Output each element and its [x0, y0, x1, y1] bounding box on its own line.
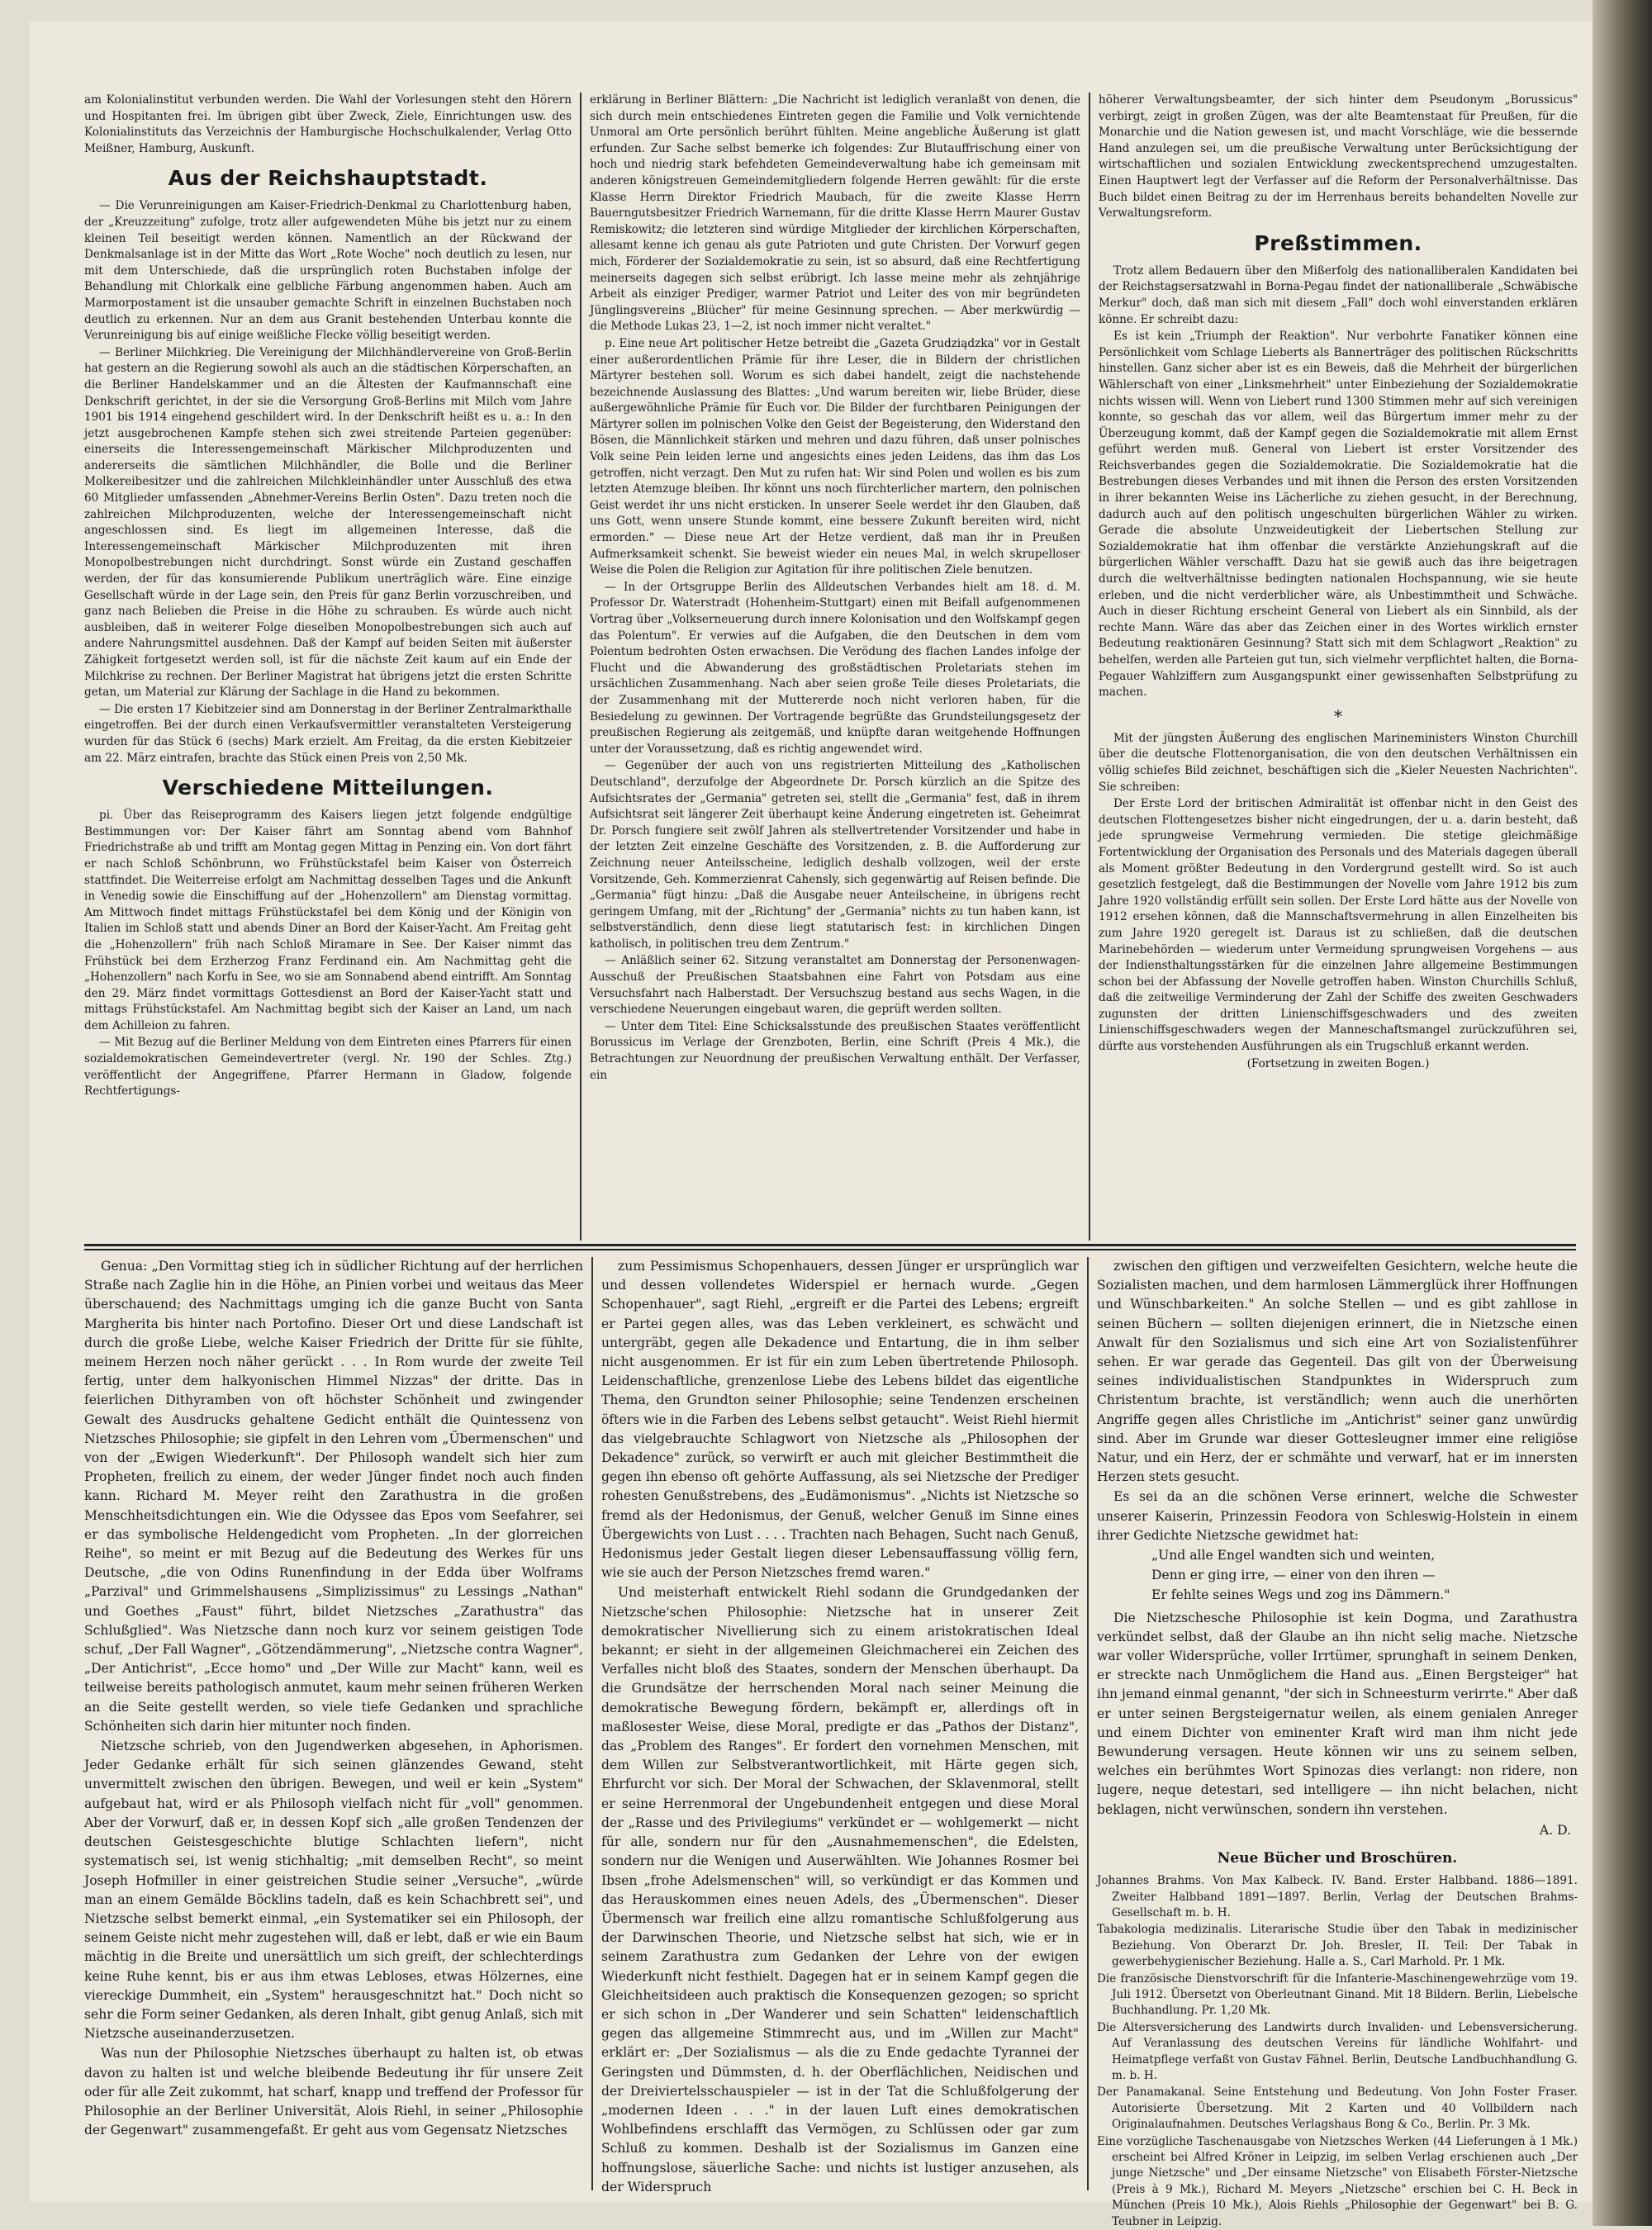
press-quote-merkur: Es ist kein „Triumph der Reaktion". Nur verbohrte Fanatiker können eine Persönlichkeit vom Schlage Lieberts als Bannerträger des politischen Rückschritts hinstellen. Ganz sicher aber ist es ein Beweis, daß die Mehrheit der bürgerlichen Wählerschaft von einer „Linksmehrheit" unter Einbeziehung der Sozialdemokratie nichts wissen will. Wenn von Liebert rund 1300 Stimmen mehr auf sich vereinigen konnte, so geschah das vor allem, weil das Bürgertum immer mehr zu der Überzeugung kommt, daß der Kampf gegen die Sozialdemokratie mit allem Ernst geführt werden muß. General von Liebert ist erster Vorsitzender des Reichsverbandes gegen die Sozialdemokratie. Die Sozialdemokratie hat die Bestrebungen dieses Verbandes und mit ihnen die Person des ersten Vorsitzenden in ihrer bekannten Weise ins Lächerliche zu ziehen gesucht, in der Berechnung, dadurch auch auf den politisch ungeschulten bürgerlichen Wähler zu wirken. Gerade die absolute Unzweideutigkeit der Liebertschen Stellung zur Sozialdemokratie hat ihm offenbar die verstärkte Anziehungskraft auf die bürgerlichen Wähler verschafft. Dazu hat sie gewiß auch das ihre beigetragen durch die weltverhältnisse bedingten nationalen Hochspannung, wie sie heute erleben, und die nicht verderblicher wäre, als Unbestimmtheit und Schwäche. Auch in dieser Richtung erscheint General von Liebert als ein Sinnbild, als der rechte Mann. Wäre das aber das Zeichen einer in des Wortes wirklich ernster Bedeutung reaktionären Gesinnung? Statt sich mit dem Schlagwort „Reaktion" zu behelfen, werden alle Parteien gut tun, sich vielmehr verpflichtet halten, die Borna-Pegauer Wahlziffern zum Ausgangspunkt einer gewissenhaften Selbstprüfung zu machen.: [1099, 330, 1578, 700]
feuilleton-divider-rule: [84, 1244, 1576, 1246]
article-denkmal: — Die Verunreinigungen am Kaiser-Friedrich-Denkmal zu Charlottenburg haben, der „Kreuzzeitung" zufolge, trotz aller aufgewendeten Mühe bis jetzt nur zu einem kleinen Teil beseitigt werden können. Namentlich an der Rückwand der Denkmalsanlage ist in der Mitte das Wort „Rote Woche" noch deutlich zu lesen, nur mit dem Unterschiede, daß die ursprünglich roten Buchstaben infolge der Behandlung mit Chlorkalk eine gelbliche Färbung angenommen haben. Auch am Marmorpostament ist die unsauber gemachte Schrift in einzelnen Buchstaben noch deutlich zu erkennen. Nur an dem aus Granit bestehenden Unterbau konnte die Verunreinigung bis auf einige weißliche Flecke völlig beseitigt werden.: [84, 199, 572, 343]
upper-column-3: [1099, 93, 1578, 1239]
article-reiseprogramm: pi. Über das Reiseprogramm des Kaisers liegen jetzt folgende endgültige Bestimmungen vor: Der Kaiser fährt am Sonntag abend vom Bahnhof Friedrichstraße ab und trifft am Montag gegen Mittag in Penzing ein. Von dort fährt er nach Schloß Schönbrunn, wo Frühstückstafel beim Kaiser von Österreich stattfindet. Die Weiterreise erfolgt am Nachmittag desselben Tages und die Ankunft in Venedig sowie die Einschiffung auf der „Hohenzollern" am Dienstag vormittag. Am Mittwoch findet mittags Frühstückstafel bei dem König und der Königin von Italien im Schloß statt und abends Diner an Bord der Kaiser-Yacht. Am Freitag geht die „Hohenzollern" früh nach Schloß Miramare in See. Der Kaiser nimmt das Frühstück bei dem Erzherzog Franz Ferdinand ein. Am Nachmittag geht die „Hohenzollern" nach Korfu in See, wo sie am Sonnabend abend eintrifft. Am Sonntag den 29. März findet vormittags Gottesdienst an Bord der Kaiser-Yacht statt und mittags Frühstückstafel. Am Nachmittag begibt sich der Kaiser an Land, um nach dem Achilleion zu fahren.: [84, 809, 572, 1032]
section-heading-mitteilungen: Verschiedene Mitteilungen.: [162, 776, 494, 800]
book-entry-altersversicherung: Die Altersversicherung des Landwirts durch Invaliden- und Lebensversicherung. Auf Veranlassung des deutschen Vereins für ländliche Wohlfahrt- und Heimatpflege verfaßt von Gustav Fähnel. Berlin, Deutsche Landbuchhandlung G. m. b. H.: [1097, 2020, 1578, 2082]
lower-column-1: [84, 1257, 583, 2189]
column-divider: [591, 1257, 593, 2190]
column-divider: [1087, 1257, 1089, 2190]
lower-column-2: [601, 1257, 1079, 2194]
feuilleton-conclusion: Die Nietzschesche Philosophie ist kein Dogma, und Zarathustra verkündet selbst, daß der Glaube an ihn nicht selig mache. Nietzsche war voller Widersprüche, voller Irrtümer, sprunghaft in seinem Denken, er streckte nach Unmöglichem die Hand aus. „Einen Bergsteiger" hat ihn jemand einmal genannt, "der sich in Schneesturm verirrte." Aber daß er unter seinen Bergsteigernatur weilen, als einem genialen Anreger und einem Dichter von eminenter Kraft wird man ihm nicht jede Bewunderung versagen. Heute können wir uns zu seinem selben, welches ein berühmtes Wort Spinozas dies verlangt: non ridere, non lugere, neque detestari, sed intelligere — ihn nicht belachen, nicht beklagen, nicht verwünschen, sondern ihn verstehen.: [1097, 1610, 1578, 1817]
press-churchill-quote: Der Erste Lord der britischen Admiralität ist offenbar nicht in den Geist des deutschen Flottengesetzes bisher nicht eingedrungen, der u. a. darin besteht, daß jede sprungweise Vermehrung vermieden. Die stetige gleichmäßige Fortentwicklung der Organisation des Personals und des Materials dagegen überall als Moment größter Bedeutung in den Vordergrund gestellt wird. So ist auch gesetzlich festgelegt, daß die Bestimmungen der Novelle vom Jahre 1912 bis zum Jahre 1920 vollständig erfüllt sein sollen. Der Erste Lord hätte aus der Novelle von 1912 ersehen können, daß die Mannschaftsvermehrung in allen Einzelheiten bis zum Jahre 1920 geregelt ist. Daraus ist zu schließen, daß die deutschen Marinebehörden — wiederum unter Vermeidung sprungweisen Vorgehens — aus der Indiensthaltungsstärken für die einzelnen Jahre allgemeine Bestimmungen schon bei der Abfassung der Novelle getroffen haben. Winston Churchills Schluß, daß die zeitweilige Verminderung der Zahl der Schiffe des zweiten Geschwaders zugunsten der dritten Linienschiffsgeschwaders und des zweiten Linienschiffsgeschwaders wegen der Manneschaftsmangel zurückzuführen sei, dürfte aus vorstehenden Ausführungen als ein Trugschluß erkannt werden.: [1099, 797, 1578, 1054]
column-divider: [580, 93, 582, 1241]
section-separator-star: *: [1334, 705, 1342, 726]
feuilleton-sozialisten: zwischen den giftigen und verzweifelten Gesichtern, welche heute die Sozialisten machen, und dem harmlosen Lämmerglück ihrer Hoffnungen und Wünschbarkeiten." An solche Stellen — und es gibt zahllose in seinen Büchern — sollten diejenigen erinnert, die in Nietzsche einen Anwalt für den Sozialismus und sich eine Art von Sozialistenführer sehen. Er war gerade das Gegenteil. Das gilt von der Überweisung seines individualistischen Standpunktes in Widerspruch zum Christentum brachte, ist verständlich; wenn auch die unerhörten Angriffe gegen alles Christliche im „Antichrist" seiner ganz unwürdig sind. Aber im Grunde war dieser Gottesleugner immer eine religiöse Natur, und ein Herz, der er schmähte und verwarf, hat er im innersten Herzen stets gesucht.: [1097, 1259, 1578, 1485]
upper-column-1: [84, 93, 572, 1239]
feuilleton-schopenhauer: zum Pessimismus Schopenhauers, dessen Jünger er ursprünglich war und dessen vollendetes Widerspiel er hernach wurde. „Gegen Schopenhauer", sagt Riehl, „ergreift er die Partei des Lebens; ergreift er Partei gegen alles, was das Leben verkleinert, es schwächt und untergräbt, gegen alle Dekadence und Entartung, die in ihm selber nicht ausgenommen. Er ist für ein zum Leben übertretende Philosoph. Leidenschaftliche, grenzenlose Liebe des Lebens bildet das eigentliche Thema, den Grundton seiner Philosophie; seine Tendenzen erscheinen öfters wie in die Farben des Lebens selbst getaucht". Weist Riehl hiermit das vielgebrauchte Schlagwort von Nietzsche als „Philosophen der Dekadence" zurück, so verwirft er auch mit gleicher Bestimmtheit die gegen ihn ebenso oft gehörte Auffassung, als sei Nietzsche der Prediger rohesten Genußstrebens, des „Eudämonismus". „Nichts ist Nietzsche so fremd als der Hedonismus, der Genuß, welcher Genuß im Sinne eines Übergewichts von Lust . . . . Trachten nach Behagen, Sucht nach Genuß, Hedonismus jeder Gestalt liegen dieser Lebensauffassung völlig fern, wie sie auch der Person Nietzsches fremd waren.": [601, 1259, 1079, 1581]
poem-line-3: Er fehlte seines Wegs und zog ins Dämmern.": [1151, 1587, 1450, 1603]
feuilleton-zarathustra: Genua: „Den Vormittag stieg ich in südlicher Richtung auf der herrlichen Straße nach Zaglie hin in die Höhe, an Pinien vorbei und weitaus das Meer überschauend; des Nachmittags umging ich die ganze Bucht von Santa Margherita bis hinter nach Portofino. Dieser Ort und diese Landschaft ist durch die große Liebe, welche Kaiser Friedrich der Dritte für sie fühlte, meinem Herzen noch näher gerückt . . . In Rom wurde der zweite Teil fertig, unter dem halkyonischen Himmel Nizzas" der dritte. Das in feierlichen Dithyramben von oft höchster Schönheit und zwingender Gewalt des Ausdrucks gehaltene Gedicht enthält die Quintessenz von Nietzsches Philosophie; sie gipfelt in den Lehren vom „Übermenschen" und von der „Ewigen Wiederkunft". Der Philosoph wandelt sich hier zum Propheten, freilich zu einem, der weder Jünger findet noch auch finden kann. Richard M. Meyer reiht den Zarathustra in die großen Menschheitsdichtungen ein. Wie die Odyssee das Epos vom Seefahrer, sei er das symbolische Heldengedicht vom Propheten. „In der glorreichen Reihe", so meint er mit Bezug auf die Bedeutung des Werkes für uns Deutsche, „die von Odins Runenfindung in der Edda über Wolframs „Parzival" und Grimmelshausens „Simplizissimus" zu Lessings „Nathan" und Goethes „Faust" führt, bildet Nietzsches „Zarathustra" das Schlußglied". Was Nietzsche dann noch kurz vor seinem geistigen Tode schuf, „Der Fall Wagner", „Götzendämmerung", „Nietzsche contra Wagner", „Der Antichrist", „Ecce homo" und „Der Wille zur Macht" kann, weil es teilweise bereits pathologisch anmutet, kaum mehr seinen früheren Werken an die Seite gestellt werden, so viele tiefe Gedanken und sprachliche Schönheiten sich darin hier mitunter noch finden.: [84, 1259, 583, 1734]
intro-paragraph: am Kolonialinstitut verbunden werden. Die Wahl der Vorlesungen steht den Hörern und Hospitanten frei. Im übrigen gibt über Zweck, Ziele, Einrichtungen usw. des Kolonialinstituts das Verzeichnis der Hamburgische Hochschulkalender, Verlag Otto Meißner, Hamburg, Auskunft.: [84, 93, 572, 155]
book-entry-panamakanal: Der Panamakanal. Seine Entstehung und Bedeutung. Von John Foster Fraser. Autorisierte Übersetzung. Mit 2 Karten und 40 Vollbildern nach Originalaufnahmen. Deutsches Verlagshaus Bong & Co., Berlin. Pr. 3 Mk.: [1097, 2085, 1578, 2132]
article-germania: — Gegenüber der auch von uns registrierten Mitteilung des „Katholischen Deutschland", derzufolge der Abgeordnete Dr. Porsch kürzlich an die Spitze des Aufsichtsrates der „Germania" getreten sei, stellt die „Germania" fest, daß in ihrem Aufsichtsrat seit längerer Zeit überhaupt keine Änderung eingetreten ist. Geheimrat Dr. Porsch fungiere seit zwölf Jahren als stellvertretender Vorsitzender und habe in der letzten Zeit einzelne Geschäfte des Vorsitzenden, z. B. die Aufforderung zur Zeichnung neuer Anteilsscheine, lediglich deshalb vollzogen, weil der erste Vorsitzende, Geh. Kommerzienrat Cahensly, sich gegenwärtig auf Reisen befinde. Die „Germania" fügt hinzu: „Daß die Ausgabe neuer Anteilscheine, in übrigens recht geringem Umfang, mit der „Richtung" der „Germania" nichts zu tun haben kann, ist selbstverständlich, denn diese liegt statutarisch fest: in kirchlichen Dingen katholisch, in politischen treu dem Zentrum.": [590, 759, 1080, 951]
article-personenwagen: — Anläßlich seiner 62. Sitzung veranstaltet am Donnerstag der Personenwagen-Ausschuß der Preußischen Staatsbahnen eine Fahrt von Potsdam aus eine Versuchsfahrt nach Halberstadt. Der Versuchszug bestand aus sechs Wagen, in die verschiedene Neuerungen eingebaut waren, die geprüft werden sollten.: [590, 954, 1080, 1017]
article-pfarrer-continued: erklärung in Berliner Blättern: „Die Nachricht ist lediglich veranlaßt von denen, die sich durch mein entschiedenes Eintreten gegen die Familie und Volk vernichtende Unmoral am Orte persönlich berührt fühlten. Meine angebliche Äußerung ist glatt erfunden. Zur Sache selbst bemerke ich folgendes: Zur Blutauffrischung einer von hoch und niedrig stark befehdeten Gemeindeverwaltung habe ich gemeinsam mit anderen königstreuen Gemeindemitgliedern folgende Herren gewählt: für die erste Klasse Herrn Direktor Friedrich Maubach, für die zweite Klasse Herrn Bauerngutsbesitzer Friedrich Warnemann, für die dritte Klasse Herrn Maurer Gustav Remiskowitz; die letzteren sind würdige Mitglieder der kirchlichen Körperschaften, allesamt kenne ich genau als gute Patrioten und gute Christen. Der Vorwurf gegen mich, Förderer der Sozialdemokratie zu sein, ist so absurd, daß eine Rechtfertigung meinerseits dagegen sich selbst erübrigt. Ich lasse meine mehr als zehnjährige Arbeit als einziger Prediger, warmer Patriot und Leiter des von mir begründeten Jünglingsvereins „Blücher" für meine Gesinnung sprechen. — Aber merkwürdig — die Methode Lukas 23, 1—2, ist noch immer nicht veraltet.": [590, 93, 1080, 334]
lower-column-3: [1097, 1257, 1578, 2228]
section-heading-pressstimmen: Preßstimmen.: [1254, 230, 1422, 255]
book-entry-brahms: Johannes Brahms. Von Max Kalbeck. IV. Band. Erster Halbband. 1886—1891. Zweiter Halbband 1891—1897. Berlin, Verlag der Deutschen Brahms-Gesellschaft m. b. H.: [1097, 1874, 1578, 1919]
article-milchkrieg: — Berliner Milchkrieg. Die Vereinigung der Milchhändlervereine von Groß-Berlin hat gestern an die Regierung sowohl als auch an die städtischen Körperschaften, an die Berliner Handelskammer und an die Ältesten der Kaufmannschaft eine Denkschrift gerichtet, in der sie die Versorgung Groß-Berlins mit Milch vom Jahre 1901 bis 1914 eingehend geschildert wird. In der Denkschrift heißt es u. a.: In den jetzt ausgebrochenen Kampfe stehen sich zwei streitende Parteien gegenüber: einerseits die Interessengemeinschaft Märkischer Milchproduzenten und andererseits die sämtlichen Milchhändler, die Bolle und die Berliner Molkereibesitzer und die zahlreichen Milchkleinhändler unter Ausschluß des etwa 60 Mitglieder umfassenden „Abnehmer-Vereins Berlin Osten". Dazu treten noch die zahlreichen Milchproduzenten, welche der Interessengemeinschaft nicht angeschlossen sind. Es liegt im allgemeinen Interesse, daß die Interessengemeinschaft Märkischer Milchproduzenten mit ihren Monopolbestrebungen nicht durchdringt. Sonst würde ein Zustand geschaffen werden, der für das konsumierende Publikum unerträglich wäre. Eine einzige Gesellschaft würde in der Lage sein, den Preis für ganz Berlin vorzuschreiben, und ganz nach Belieben die Preise in die Höhe zu schrauben. Es würde auch nicht ausbleiben, daß in weiterer Folge dieselben Monopolbestrebungen sich auch auf andere Nahrungsmittel ausdehnen. Daß der Kampf auf beiden Seiten mit äußerster Zähigkeit fortgesetzt werden soll, ist für die nächste Zeit kaum auf ein Ende der Milchkrise zu rechnen. Der Berliner Magistrat hat übrigens jetzt die ersten Schritte getan, um Material zur Klärung der Sachlage in die Hand zu bekommen.: [84, 345, 572, 700]
column-divider: [1089, 93, 1090, 1241]
upper-column-2: [590, 93, 1080, 1239]
continuation-note: (Fortsetzung in zweiten Bogen.): [1246, 1056, 1430, 1070]
article-pfarrer: — Mit Bezug auf die Berliner Meldung von dem Eintreten eines Pfarrers für einen sozialdemokratischen Gemeindevertreter (vergl. Nr. 190 der Schles. Ztg.) veröffentlicht der Angegriffene, Pfarrer Hermann in Gladow, folgende Rechtfertigungs-: [84, 1036, 572, 1098]
feuilleton-verse-intro: Es sei da an die schönen Verse erinnert, welche die Schwester unserer Kaiserin, Prinzessin Feodora von Schleswig-Holstein in einem ihrer Gedichte Nietzsche gewidmet hat:: [1097, 1489, 1578, 1543]
feuilleton-riehl-intro: Was nun der Philosophie Nietzsches überhaupt zu halten ist, ob etwas davon zu halten ist und welche bleibende Bedeutung ihr für unsere Zeit oder für alle Zeit zukommt, hat scharf, knapp und treffend der Professor für Philosophie an der Berliner Universität, Alois Riehl, in seiner „Philosophie der Gegenwart" zusammengefaßt. Er geht aus vom Gegensatz Nietzsches: [84, 2046, 583, 2138]
poem-line-2: Denn er ging irre, — einer von den ihren —: [1151, 1568, 1436, 1583]
book-binding-edge: [1593, 0, 1652, 2226]
book-entry-nietzsche-ausgabe: Eine vorzügliche Taschenausgabe von Nietzsches Werken (44 Lieferungen à 1 Mk.) erscheint bei Alfred Kröner in Leipzig, im selben Verlag erschienen auch „Der junge Nietzsche" und „Der einsame Nietzsche" von Elisabeth Förster-Nietzsche (Preis à 9 Mk.), Richard M. Meyers „Nietzsche" erschien bei C. H. Beck in München (Preis 10 Mk.), Alois Riehls „Philosophie der Gegenwart" bei B. G. Teubner in Leipzig.: [1097, 2134, 1578, 2228]
feuilleton-divider-rule-second: [84, 1249, 1576, 1250]
article-borussicus: — Unter dem Titel: Eine Schicksalsstunde des preußischen Staates veröffentlicht Borussicus im Verlage der Grenzboten, Berlin, eine Schrift (Preis 4 Mk.), die Betrachtungen zur Neuordnung der preußischen Verwaltung enthält. Der Verfasser, ein: [590, 1019, 1080, 1082]
author-signature: A. D.: [1539, 1822, 1571, 1838]
book-entry-tabakologia: Tabakologia medizinalis. Literarische Studie über den Tabak in medizinischer Beziehung. Von Oberarzt Dr. Joh. Bresler, II. Teil: Der Tabak in gewerbehygienischer Beziehung. Halle a. S., Carl Marhold. Pr. 1 Mk.: [1097, 1923, 1578, 1969]
article-kiebitzeier: — Die ersten 17 Kiebitzeier sind am Donnerstag in der Berliner Zentralmarkthalle eingetroffen. Bei der durch einen Verkaufsvermittler veranstalteten Versteigerung wurden für das Stück 6 (sechs) Mark erzielt. Am Freitag, da die ersten Kiebitzeier am 22. März eintrafen, brachte das Stück einen Preis von 2,50 Mk.: [84, 702, 572, 765]
feuilleton-aphorismen: Nietzsche schrieb, von den Jugendwerken abgesehen, in Aphorismen. Jeder Gedanke erhält für sich seinen glänzendes Gewand, steht unvermittelt zwischen den übrigen. Bewegen, und weil er kein „System" aufgebaut hat, wird er als Philosoph vielfach nicht für „voll" genommen. Aber der Vorwurf, daß er, in dessen Kopf sich „alle großen Tendenzen der deutschen Geistesgeschichte blutige Schlachten liefern", nicht systematisch sei, ist wenig stichhaltig; „mit demselben Recht", so meint Joseph Hofmiller in einer geistreichen Studie seiner „Versuche", „würde man an einem Gemälde Böcklins tadeln, daß es kein Schachbrett sei", und Nietzsche selbst bemerkt einmal, „ein Systematiker sei ein Philosoph, der seinem Geiste nicht mehr zugestehen will, daß er lebt, daß er wie ein Baum mächtig in die Breite und unersättlich um sich greift, der schlechterdings keine Ruhe kennt, bis er aus ihm etwas Lebloses, etwas Hölzernes, eine viereckige Dummheit, ein „System" herausgeschnitzt hat." Doch nicht so sehr die Form seiner Gedanken, als deren Inhalt, gibt genug Anlaß, sich mit Nietzsche auseinanderzusetzen.: [84, 1739, 583, 2042]
press-churchill-intro: Mit der jüngsten Äußerung des englischen Marineministers Winston Churchill über die deutsche Flottenorganisation, die von den deutschen Verhältnissen ein völlig schiefes Bild zeichnet, beschäftigen sich die „Kieler Neuesten Nachrichten". Sie schreiben:: [1099, 731, 1578, 794]
press-intro: Trotz allem Bedauern über den Mißerfolg des nationalliberalen Kandidaten bei der Reichstagsersatzwahl in Borna-Pegau findet der nationalliberale „Schwäbische Merkur" doch, daß man sich mit diesem „Fall" doch wohl einverstanden erklären könne. Er schreibt dazu:: [1099, 263, 1578, 326]
poem-line-1: „Und alle Engel wandten sich und weinten,: [1151, 1548, 1436, 1563]
newspaper-page: [30, 21, 1593, 2228]
section-heading-neue-buecher: Neue Bücher und Broschüren.: [1217, 1850, 1458, 1867]
section-heading-reichshauptstadt: Aus der Reichshauptstadt.: [168, 166, 488, 191]
article-polnische-hetze: p. Eine neue Art politischer Hetze betreibt die „Gazeta Grudziądzka" vor in Gestalt einer außerordentlichen Prämie für ihre Leser, die in Bildern der christlichen Märtyrer bestehen soll. Worum es sich dabei handelt, zeigt die nachstehende bezeichnende Auslassung des Blattes: „Und warum bereiten wir, liebe Brüder, diese außergewöhnliche Prämie für Euch vor. Die Bilder der furchtbaren Peinigungen der Märtyrer sollen im polnischen Volke den Geist der Begeisterung, den Widerstand den Bösen, die Männlichkeit stärken und mehren und dazu führen, daß unser polnisches Volk seine Pein leiden lerne und angesichts eines jeden Leidens, das ihm das Los getroffen, nicht verzagt. Den Mut zu rufen hat: Wir sind Polen und wollen es bis zum letzten Atemzuge bleiben. Ihr könnt uns noch fürchterlicher martern, den polnischen Geist werdet ihr uns nicht ersticken. In unserer Seele werdet ihr den Glauben, daß uns Gott, wenn unsere Stunde kommt, eine bessere Zukunft bereiten wird, nicht ermorden." — Diese neue Art der Hetze verdient, daß man ihr in Preußen Aufmerksamkeit schenkt. Sie beweist wieder ein neues Mal, in welch skrupelloser Weise die Polen die Religion zur Agitation für ihre politischen Ziele benutzen.: [590, 336, 1080, 577]
feuilleton-grundgedanken: Und meisterhaft entwickelt Riehl sodann die Grundgedanken der Nietzsche'schen Philosophie: Nietzsche hat in unserer Zeit demokratischer Nivellierung sich zu einem aristokratischen Ideal bekannt; er sieht in der allgemeinen Gleichmacherei ein Zeichen des Verfalles nicht bloß des Staates, sondern der Menschen überhaupt. Da die Grundsätze der herrschenden Moral nach seiner Meinung die demokratische Bewegung fördern, bekämpft er, allerdings oft in maßlosester Weise, diese Moral, predigte er das „Pathos der Distanz", das „Problem des Ranges". Er fordert den vornehmen Menschen, mit dem Willen zur Selbstverantwortlichkeit, mit Härte gegen sich, Ehrfurcht vor sich. Der Moral der Schwachen, der Sklavenmoral, stellt er seine Herrenmoral der Ungebundenheit entgegen und diese Moral der „Rasse und des Privilegiums" verkündet er — wohlgemerkt — nicht für alle, sondern nur für den „Ausnahmemenschen", die Edelsten, sondern nur die Wenigen und Auserwählten. Wie Johannes Rosmer bei Ibsen „frohe Adelsmenschen" will, so verkündigt er das Kommen und das Herauskommen eines neuen Adels, des „Übermenschen". Dieser Übermensch war freilich eine allzu romantische Schlußfolgerung aus der Darwinschen Theorie, und Nietzsche selbst hat sich, wie er in seinem Zarathustra zum Gedanken der Lehre von der ewigen Wiederkunft nicht festhielt. Dagegen hat er in seinem Kampf gegen die Gleichheitsideen auch praktisch die Konsequenzen gezogen; so spricht er sich schon in „Der Wanderer und sein Schatten" leidenschaftlich gegen das allgemeine Stimmrecht aus, und im „Willen zur Macht" erklärt er: „Der Sozialismus — als die zu Ende gedachte Tyrannei der Geringsten und Dümmsten, d. h. der Oberflächlichen, Neidischen und der Dreiviertelsschauspieler — ist in der Tat die Schlußfolgerung der „modernen Ideen . . ." in der lauen Luft eines demokratischen Wohlbefindens erschlafft das Vermögen, zu Schlüssen oder gar zum Schluß zu kommen. Deshalb ist der Sozialismus im Ganzen eine hoffnungslose, säuerliche Sache: und nichts ist lustiger anzusehen, als der Widerspruch: [601, 1585, 1079, 2194]
article-borussicus-continued: höherer Verwaltungsbeamter, der sich hinter dem Pseudonym „Borussicus" verbirgt, zeigt in großen Zügen, was der alte Beamtenstaat für Preußen, für die Monarchie und die Nation gewesen ist, und macht Vorschläge, wie die bessernde Hand anzulegen sei, um die preußische Verwaltung unter Berücksichtigung der wirtschaftlichen und sozialen Entwicklung zweckentsprechend umzugestalten. Einen Hauptwert legt der Verfasser auf die Reform der Personalverhältnisse. Das Buch bildet einen Beitrag zu der im Herrenhaus bereits behandelten Novelle zur Verwaltungsreform.: [1099, 93, 1578, 221]
book-entry-dienstvorschrift: Die französische Dienstvorschrift für die Infanterie-Maschinengewehrzüge vom 19. Juli 1912. Übersetzt von Oberleutnant Ginand. Mit 18 Bildern. Berlin, Liebelsche Buchhandlung. Pr. 1,20 Mk.: [1097, 1971, 1578, 2018]
article-alldeutscher-verband: — In der Ortsgruppe Berlin des Alldeutschen Verbandes hielt am 18. d. M. Professor Dr. Waterstradt (Hohenheim-Stuttgart) einen mit Beifall aufgenommenen Vortrag über „Volkserneuerung durch innere Kolonisation und den Wolfskampf gegen das Polentum". Er verwies auf die Aufgaben, die den Deutschen in dem vom Polentum bedrohten Osten erwachsen. Die Verödung des flachen Landes infolge der Flucht und die Abwanderung des großstädtischen Proletariats stehen im ursächlichen Zusammenhang. Nach aber seien große Teile dieses Proletariats, die der Zusammenhang mit der Muttererde noch nicht verloren haben, für die Besiedelung zu gewinnen. Der Vortragende begrüßte das Grundsteilungsgesetz der preußischen Regierung als zeitgemäß, und knüpfte daran weitgehende Hoffnungen unter der Voraussetzung, daß es richtig angewendet wird.: [590, 580, 1080, 756]
